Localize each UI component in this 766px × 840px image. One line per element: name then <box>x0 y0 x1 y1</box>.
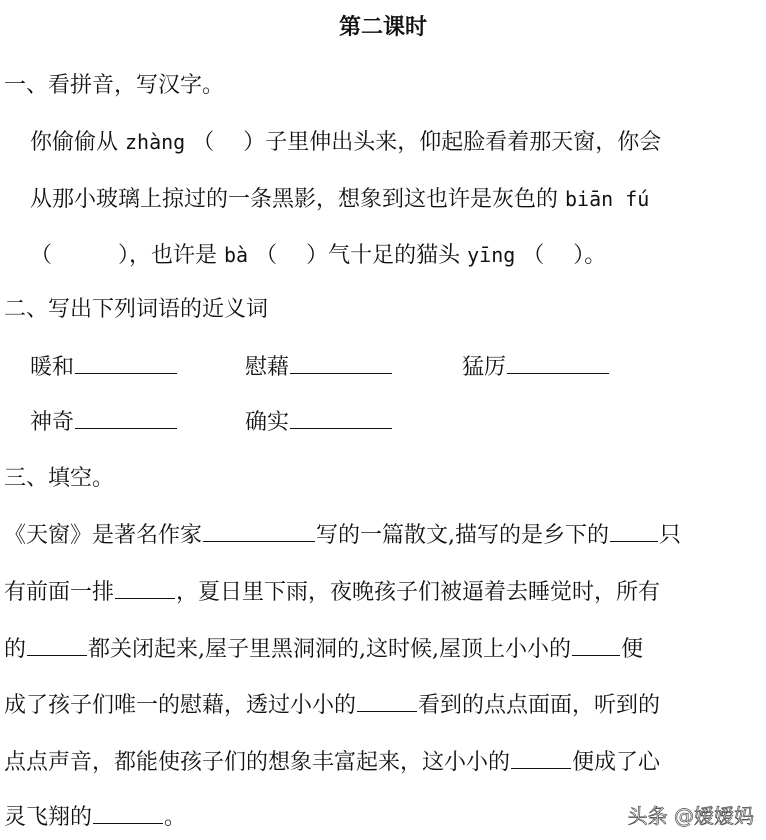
fill-line-2: 有前面一排 ，夏日里下雨，夜晚孩子们被逼着去睡觉时，所有 <box>4 580 661 605</box>
answer-blank[interactable] <box>357 691 417 712</box>
fill-line-5: 点点声音，都能使孩子们的想象丰富起来，这小小的 便成了心 <box>4 750 661 775</box>
watermark: 头条 @嫒嫒妈 <box>627 804 754 828</box>
fill-line-1: 《天窗》是著名作家 写的一篇散文,描写的是乡下的 只 <box>4 523 682 548</box>
synonym-item: 慰藉 <box>245 350 393 381</box>
page-title: 第二课时 <box>338 14 427 40</box>
pinyin-zhang: zhàng <box>125 130 186 154</box>
section1-line-2: 从那小玻璃上掠过的一条黑影，想象到这也许是灰色的 biān fú <box>30 187 650 212</box>
answer-blank[interactable] <box>75 353 177 374</box>
synonym-item: 猛厉 <box>462 350 610 381</box>
answer-blank[interactable] <box>507 353 609 374</box>
answer-blank[interactable] <box>290 353 392 374</box>
answer-blank[interactable] <box>75 408 177 429</box>
answer-blank[interactable] <box>203 521 315 542</box>
section1-heading: 一、看拼音，写汉字。 <box>4 73 225 98</box>
synonym-item: 神奇 <box>30 405 178 436</box>
answer-blank[interactable] <box>290 408 392 429</box>
answer-blank[interactable] <box>115 578 175 599</box>
pinyin-ba: bà <box>224 243 249 267</box>
synonym-item: 暖和 <box>30 350 178 381</box>
section3-heading: 三、填空。 <box>4 466 115 491</box>
fill-line-3: 的 都关闭起来,屋子里黑洞洞的,这时候,屋顶上小小的 便 <box>4 637 644 662</box>
answer-blank[interactable] <box>572 635 620 656</box>
pinyin-ying: yīng <box>467 243 516 267</box>
section1-line-3: （ ），也许是 bà （ ）气十足的猫头 yīng （ ）。 <box>30 243 607 268</box>
pinyin-bianfu: biān fú <box>565 187 650 211</box>
section2-heading: 二、写出下列词语的近义词 <box>4 297 269 322</box>
answer-blank[interactable] <box>27 635 87 656</box>
fill-line-6: 灵飞翔的 。 <box>4 805 187 830</box>
answer-blank[interactable] <box>511 748 571 769</box>
section1-line-1: 你偷偷从 zhàng （ ）子里伸出头来，仰起脸看着那天窗，你会 <box>30 130 662 155</box>
answer-blank[interactable] <box>93 803 163 824</box>
synonym-item: 确实 <box>245 405 393 436</box>
answer-blank[interactable] <box>610 521 658 542</box>
fill-line-4: 成了孩子们唯一的慰藉，透过小小的 看到的点点面面，听到的 <box>4 693 661 718</box>
